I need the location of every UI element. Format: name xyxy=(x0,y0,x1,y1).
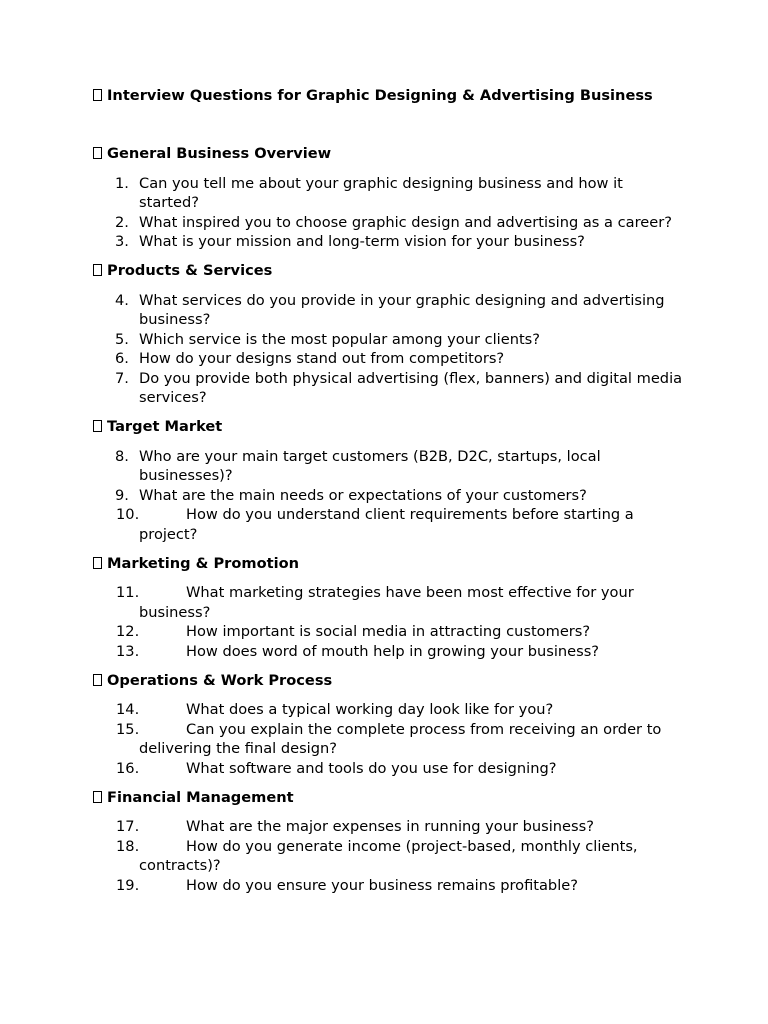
question-item xyxy=(93,349,683,369)
section-heading-text: General Business Overview xyxy=(107,145,332,162)
question-text: What inspired you to choose graphic design and advertising as a career? xyxy=(139,213,672,231)
section-heading xyxy=(93,671,683,691)
question-text: What are the major expenses in running your business? xyxy=(186,818,594,835)
question-number: 19. xyxy=(116,876,140,894)
question-number: 12. xyxy=(116,623,140,640)
question-number: 13. xyxy=(116,642,140,660)
question-text: How does word of mouth help in growing your business? xyxy=(186,642,600,660)
question-text: What services do you provide in your graphic designing and advertising business? xyxy=(139,291,665,328)
question-item xyxy=(93,759,683,779)
question-item xyxy=(93,876,683,896)
missing-glyph-icon xyxy=(93,557,102,569)
question-item xyxy=(93,700,683,720)
question-text: How do your designs stand out from competitors? xyxy=(139,350,505,367)
question-item xyxy=(93,291,683,330)
question-number: 2. xyxy=(115,213,129,231)
missing-glyph-icon xyxy=(93,147,102,159)
question-item xyxy=(93,174,683,213)
question-number: 7. xyxy=(115,369,129,387)
question-number: 11. xyxy=(116,584,140,601)
section xyxy=(93,417,683,544)
question-text: How do you understand client requirements before starting a project? xyxy=(139,506,634,543)
question-number: 8. xyxy=(115,447,129,465)
section-heading-text: Target Market xyxy=(107,418,223,435)
question-number: 9. xyxy=(115,486,129,504)
missing-glyph-icon xyxy=(93,420,102,432)
question-item xyxy=(93,622,683,642)
missing-glyph-icon xyxy=(93,674,102,686)
missing-glyph-icon xyxy=(93,89,102,101)
section-heading xyxy=(93,554,683,574)
question-text: Do you provide both physical advertising (flex, banners) and digital media services? xyxy=(139,369,683,406)
question-item xyxy=(93,642,683,662)
question-item xyxy=(93,232,683,252)
sections-container xyxy=(93,144,683,895)
question-item xyxy=(93,213,683,233)
question-number: 3. xyxy=(115,233,129,250)
section xyxy=(93,554,683,662)
question-text: Can you explain the complete process from receiving an order to delivering the final design? xyxy=(139,720,662,757)
question-text: Which service is the most popular among your clients? xyxy=(139,330,541,348)
section xyxy=(93,261,683,408)
section-heading-text: Financial Management xyxy=(107,788,294,806)
section-heading-text: Operations & Work Process xyxy=(107,671,333,689)
question-text: How important is social media in attracting customers? xyxy=(186,623,591,640)
question-number: 4. xyxy=(115,291,129,309)
question-number: 1. xyxy=(115,174,129,192)
question-text: What does a typical working day look like for you? xyxy=(186,701,554,718)
document-page xyxy=(93,86,683,895)
question-item xyxy=(93,583,683,622)
question-list xyxy=(93,291,683,408)
question-item xyxy=(93,505,683,544)
question-item xyxy=(93,330,683,350)
section-heading xyxy=(93,261,683,281)
question-number: 18. xyxy=(116,837,140,855)
document-title-text: Interview Questions for Graphic Designing & Advertising Business xyxy=(107,87,653,104)
question-item xyxy=(93,369,683,408)
question-item xyxy=(93,720,683,759)
question-text: Can you tell me about your graphic designing business and how it started? xyxy=(139,174,623,211)
question-list xyxy=(93,174,683,252)
question-item xyxy=(93,447,683,486)
question-text: How do you ensure your business remains profitable? xyxy=(186,876,578,894)
question-text: What are the main needs or expectations of your customers? xyxy=(139,486,587,504)
question-text: What marketing strategies have been most effective for your business? xyxy=(139,584,634,621)
question-number: 17. xyxy=(116,818,140,835)
section-heading-text: Marketing & Promotion xyxy=(107,554,300,572)
missing-glyph-icon xyxy=(93,791,102,803)
question-text: How do you generate income (project-based, monthly clients, contracts)? xyxy=(139,837,638,874)
question-number: 6. xyxy=(115,350,129,367)
question-list xyxy=(93,700,683,778)
question-text: Who are your main target customers (B2B, D2C, startups, local businesses)? xyxy=(139,447,601,484)
section-heading xyxy=(93,417,683,437)
missing-glyph-icon xyxy=(93,264,102,276)
section-heading xyxy=(93,144,683,164)
question-list xyxy=(93,447,683,545)
section xyxy=(93,788,683,896)
question-item xyxy=(93,837,683,876)
question-number: 10. xyxy=(116,506,140,523)
document-title xyxy=(93,86,683,106)
question-number: 5. xyxy=(115,330,129,348)
question-list xyxy=(93,583,683,661)
question-item xyxy=(93,817,683,837)
section-heading xyxy=(93,788,683,808)
section xyxy=(93,671,683,779)
question-text: What is your mission and long-term vision for your business? xyxy=(139,233,585,250)
question-number: 16. xyxy=(116,759,140,777)
question-item xyxy=(93,486,683,506)
question-number: 15. xyxy=(116,720,140,738)
question-number: 14. xyxy=(116,701,140,718)
section xyxy=(93,144,683,252)
question-list xyxy=(93,817,683,895)
question-text: What software and tools do you use for designing? xyxy=(186,759,557,777)
section-heading-text: Products & Services xyxy=(107,262,273,279)
